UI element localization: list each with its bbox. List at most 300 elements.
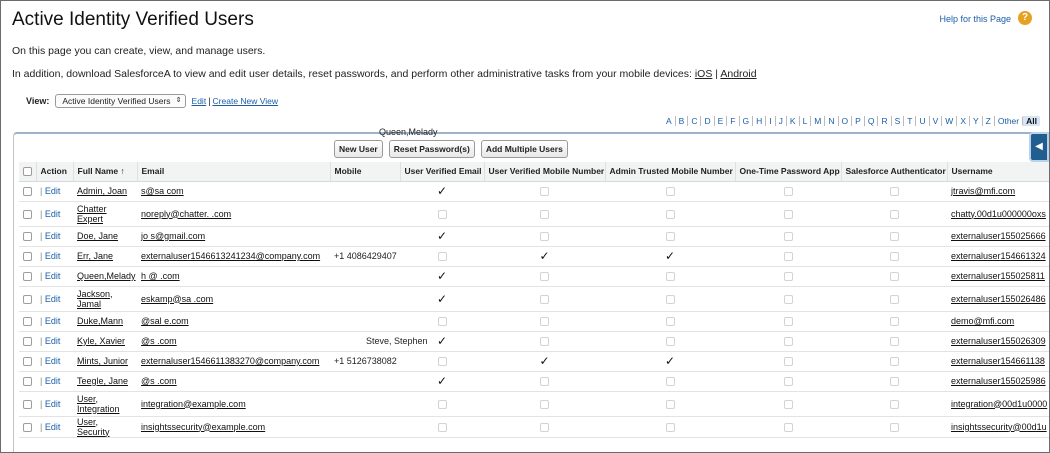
user-verified-email-cell <box>400 181 484 201</box>
full-name-link[interactable]: Queen,Melady <box>77 271 136 281</box>
unchecked-box-icon <box>540 232 549 241</box>
unchecked-box-icon <box>784 187 793 196</box>
salesforce-authenticator-cell <box>841 266 947 286</box>
alphabet-filter <box>663 116 1040 126</box>
checkmark-icon: ✓ <box>436 291 448 306</box>
action-separator: | <box>40 251 43 261</box>
alpha-filter-x[interactable]: X <box>956 116 969 126</box>
email-link[interactable]: jo s@gmail.com <box>141 231 206 241</box>
username-link[interactable]: externaluser155025811 <box>951 271 1045 281</box>
row-select-cell <box>19 226 36 246</box>
admin-trusted-mobile-cell <box>605 201 735 226</box>
row-checkbox[interactable] <box>23 187 32 196</box>
admin-trusted-mobile-cell <box>605 416 735 437</box>
salesforce-authenticator-cell <box>841 311 947 331</box>
edit-view-link[interactable]: Edit <box>191 96 207 106</box>
user-verified-mobile-cell <box>484 201 605 226</box>
username-link[interactable]: integration@00d1u0000 <box>951 398 1048 409</box>
mobile-download-text: In addition, download SalesforceA to view and edit user details, reset passwords, and perform other administrative tasks from your mobile devices: <box>12 68 692 80</box>
one-time-password-app-cell <box>735 311 841 331</box>
alpha-filter-b[interactable]: B <box>675 116 688 126</box>
email-cell <box>137 246 330 266</box>
list-toolbar <box>334 140 568 158</box>
salesforce-authenticator-cell <box>841 181 947 201</box>
column-header: Email <box>137 162 330 181</box>
unchecked-box-icon <box>784 210 793 219</box>
action-cell <box>36 371 73 391</box>
full-name-link[interactable]: User, Security <box>77 416 110 437</box>
admin-trusted-mobile-cell <box>605 371 735 391</box>
username-link[interactable]: chatty.00d1u000000oxs <box>951 208 1046 219</box>
column-header-sortable[interactable]: Full Name ↑ <box>73 162 137 181</box>
edit-link[interactable]: Edit <box>44 421 61 432</box>
column-header: Salesforce Authenticator <box>841 162 947 181</box>
email-link[interactable]: insightssecurity@example.com <box>141 421 266 432</box>
user-verified-email-cell <box>400 201 484 226</box>
alpha-filter-j[interactable]: J <box>775 116 786 126</box>
one-time-password-app-cell <box>735 391 841 416</box>
one-time-password-app-cell <box>735 266 841 286</box>
table-row <box>19 226 1049 246</box>
alpha-filter-i[interactable]: I <box>765 116 774 126</box>
user-verified-mobile-cell <box>484 371 605 391</box>
username-cell <box>947 311 1049 331</box>
user-verified-email-cell <box>400 226 484 246</box>
username-link[interactable]: insightssecurity@00d1u <box>951 421 1047 432</box>
row-select-cell <box>19 391 36 416</box>
mobile-cell <box>330 311 400 331</box>
mobile-cell <box>330 181 400 201</box>
salesforce-authenticator-cell <box>841 331 947 351</box>
user-verified-mobile-cell <box>484 286 605 311</box>
email-cell <box>137 416 330 437</box>
view-select-value: Active Identity Verified Users <box>62 96 171 106</box>
page-title: Active Identity Verified Users <box>12 9 254 30</box>
unchecked-box-icon <box>784 295 793 304</box>
row-select-cell <box>19 246 36 266</box>
admin-trusted-mobile-cell <box>605 246 735 266</box>
user-verified-email-cell <box>400 371 484 391</box>
checkmark-icon: ✓ <box>436 334 448 348</box>
unchecked-box-icon <box>540 423 549 432</box>
full-name-link[interactable]: Kyle, Xavier <box>77 336 126 346</box>
table-header-row <box>19 162 1049 181</box>
action-separator: | <box>40 336 43 346</box>
unchecked-box-icon <box>890 210 899 219</box>
unchecked-box-icon <box>666 377 675 386</box>
email-cell <box>137 286 330 311</box>
full-name-cell <box>73 226 137 246</box>
alpha-filter-l[interactable]: L <box>799 116 811 126</box>
edit-link[interactable]: Edit <box>44 376 61 386</box>
action-cell <box>36 331 73 351</box>
alpha-filter-other[interactable]: Other <box>994 116 1022 126</box>
alpha-filter-w[interactable]: W <box>941 116 956 126</box>
one-time-password-app-cell <box>735 351 841 371</box>
unchecked-box-icon <box>666 272 675 281</box>
salesforce-authenticator-cell <box>841 201 947 226</box>
full-name-link[interactable]: Mints, Junior <box>77 356 129 366</box>
mobile-cell <box>330 226 400 246</box>
unchecked-box-icon <box>540 210 549 219</box>
unchecked-box-icon <box>890 187 899 196</box>
edit-link[interactable]: Edit <box>44 398 61 409</box>
checkmark-icon: ✓ <box>436 229 448 243</box>
mobile-cell <box>330 391 400 416</box>
salesforce-authenticator-cell <box>841 351 947 371</box>
email-link[interactable]: integration@example.com <box>141 398 246 409</box>
user-verified-mobile-cell <box>484 246 605 266</box>
mobile-cell <box>330 266 400 286</box>
action-cell <box>36 311 73 331</box>
alpha-filter-z[interactable]: Z <box>982 116 994 126</box>
select-all-checkbox[interactable] <box>23 167 32 176</box>
email-link[interactable]: s@sa com <box>141 186 184 196</box>
username-cell <box>947 351 1049 371</box>
full-name-cell <box>73 266 137 286</box>
action-separator: | <box>40 271 43 281</box>
mobile-cell <box>330 416 400 437</box>
users-table <box>19 162 1049 438</box>
mobile-cell <box>330 286 400 311</box>
email-link[interactable]: h @ .com <box>141 271 180 281</box>
email-link[interactable]: @s .com <box>141 336 177 346</box>
alpha-filter-y[interactable]: Y <box>969 116 982 126</box>
admin-trusted-mobile-cell <box>605 391 735 416</box>
full-name-link[interactable]: Teegle, Jane <box>77 376 129 386</box>
full-name-cell <box>73 286 137 311</box>
one-time-password-app-cell <box>735 226 841 246</box>
select-arrows-icon: ⇕ <box>175 97 182 104</box>
select-all-header <box>19 162 36 181</box>
full-name-link[interactable]: Jackson, Jamal <box>77 288 113 309</box>
unchecked-box-icon <box>666 423 675 432</box>
checkmark-icon: ✓ <box>436 374 448 388</box>
edit-link[interactable]: Edit <box>44 186 61 196</box>
column-header: Username <box>947 162 1049 181</box>
alpha-filter-n[interactable]: N <box>824 116 837 126</box>
user-verified-mobile-cell <box>484 391 605 416</box>
view-link-separator: | <box>208 96 211 106</box>
unchecked-box-icon <box>438 400 447 409</box>
unchecked-box-icon <box>784 337 793 346</box>
row-checkbox[interactable] <box>23 377 32 386</box>
salesforce-authenticator-cell <box>841 246 947 266</box>
email-cell <box>137 181 330 201</box>
add-multiple-users-button[interactable]: Add Multiple Users <box>481 140 568 158</box>
username-cell <box>947 201 1049 226</box>
unchecked-box-icon <box>540 295 549 304</box>
question-icon[interactable]: ? <box>1018 11 1032 25</box>
action-cell <box>36 286 73 311</box>
username-cell <box>947 246 1049 266</box>
alpha-filter-f[interactable]: F <box>726 116 738 126</box>
user-verified-mobile-cell <box>484 266 605 286</box>
action-cell <box>36 246 73 266</box>
table-row <box>19 201 1049 226</box>
full-name-cell <box>73 416 137 437</box>
unchecked-box-icon <box>784 357 793 366</box>
email-link[interactable]: noreply@chatter. .com <box>141 208 232 219</box>
username-link[interactable]: externaluser155025666 <box>951 231 1046 241</box>
reset-password-button[interactable]: Reset Password(s) <box>389 140 475 158</box>
unchecked-box-icon <box>666 337 675 346</box>
unchecked-box-icon <box>540 337 549 346</box>
admin-trusted-mobile-cell <box>605 181 735 201</box>
user-verified-email-cell <box>400 286 484 311</box>
email-link[interactable]: @sal e.com <box>141 316 189 326</box>
username-cell <box>947 331 1049 351</box>
unchecked-box-icon <box>890 252 899 261</box>
row-select-cell <box>19 311 36 331</box>
admin-trusted-mobile-cell <box>605 311 735 331</box>
row-checkbox[interactable] <box>23 210 32 219</box>
alpha-filter-q[interactable]: Q <box>864 116 878 126</box>
overlay-note: Queen,Melady <box>379 127 438 137</box>
table-row <box>19 246 1049 266</box>
salesforce-authenticator-cell <box>841 416 947 437</box>
checkmark-icon: ✓ <box>436 269 448 283</box>
table-row <box>19 266 1049 286</box>
table-row <box>19 351 1049 371</box>
alpha-filter-h[interactable]: H <box>752 116 765 126</box>
full-name-cell <box>73 391 137 416</box>
unchecked-box-icon <box>666 317 675 326</box>
alpha-filter-s[interactable]: S <box>891 116 904 126</box>
table-row <box>19 371 1049 391</box>
edit-link[interactable]: Edit <box>44 336 61 346</box>
alpha-filter-d[interactable]: D <box>700 116 713 126</box>
username-link[interactable]: externaluser155026309 <box>951 336 1046 346</box>
one-time-password-app-cell <box>735 416 841 437</box>
unchecked-box-icon <box>784 272 793 281</box>
username-link[interactable]: externaluser154661324 <box>951 251 1046 261</box>
table-row <box>19 331 1049 351</box>
alpha-filter-u[interactable]: U <box>915 116 928 126</box>
alpha-filter-v[interactable]: V <box>929 116 942 126</box>
row-checkbox[interactable] <box>23 423 32 432</box>
checkmark-icon: ✓ <box>436 184 448 198</box>
alpha-filter-all[interactable]: All <box>1022 116 1040 126</box>
mobile-cell: +1 4086429407 <box>330 246 400 266</box>
view-select[interactable] <box>55 94 185 108</box>
alpha-filter-m[interactable]: M <box>810 116 824 126</box>
action-separator: | <box>40 293 43 304</box>
username-link[interactable]: externaluser154661138 <box>951 356 1045 366</box>
admin-trusted-mobile-cell <box>605 226 735 246</box>
ios-link[interactable]: iOS <box>694 68 713 80</box>
salesforce-authenticator-cell <box>841 226 947 246</box>
row-select-cell <box>19 266 36 286</box>
username-cell <box>947 266 1049 286</box>
chevron-left-icon[interactable]: ◀ <box>1029 132 1049 162</box>
one-time-password-app-cell <box>735 201 841 226</box>
email-link[interactable]: @s .com <box>141 376 177 386</box>
edit-link[interactable]: Edit <box>44 251 61 261</box>
username-cell <box>947 371 1049 391</box>
alpha-filter-a[interactable]: A <box>666 116 672 126</box>
email-cell <box>137 351 330 371</box>
action-cell <box>36 391 73 416</box>
alpha-filter-k[interactable]: K <box>786 116 799 126</box>
one-time-password-app-cell <box>735 181 841 201</box>
user-verified-email-cell <box>400 391 484 416</box>
alpha-filter-o[interactable]: O <box>838 116 852 126</box>
email-cell <box>137 331 330 351</box>
checkmark-icon: ✓ <box>664 249 676 263</box>
one-time-password-app-cell <box>735 331 841 351</box>
view-label: View: <box>26 96 50 106</box>
row-checkbox[interactable] <box>23 357 32 366</box>
alpha-filter-p[interactable]: P <box>851 116 864 126</box>
unchecked-box-icon <box>784 400 793 409</box>
alpha-filter-t[interactable]: T <box>903 116 915 126</box>
unchecked-box-icon <box>666 187 675 196</box>
edit-link[interactable]: Edit <box>44 231 61 241</box>
table-row <box>19 311 1049 331</box>
one-time-password-app-cell <box>735 286 841 311</box>
mobile-cell <box>330 371 400 391</box>
unchecked-box-icon <box>438 357 447 366</box>
column-header: User Verified Email <box>400 162 484 181</box>
unchecked-box-icon <box>784 317 793 326</box>
full-name-cell <box>73 181 137 201</box>
full-name-link[interactable]: User, Integration <box>77 393 120 414</box>
column-header: Admin Trusted Mobile Number <box>605 162 735 181</box>
username-link[interactable]: jtravis@mfi.com <box>951 186 1016 196</box>
email-cell <box>137 226 330 246</box>
alpha-filter-c[interactable]: C <box>687 116 700 126</box>
unchecked-box-icon <box>666 210 675 219</box>
row-checkbox[interactable] <box>23 232 32 241</box>
edit-link[interactable]: Edit <box>44 356 61 366</box>
username-cell <box>947 181 1049 201</box>
email-cell <box>137 266 330 286</box>
create-new-view-link[interactable]: Create New View <box>212 96 279 106</box>
column-header: One-Time Password App <box>735 162 841 181</box>
unchecked-box-icon <box>784 423 793 432</box>
email-link[interactable]: externaluser1546613241234@company.com <box>141 251 321 261</box>
table-row <box>19 391 1049 416</box>
unchecked-box-icon <box>784 232 793 241</box>
action-separator: | <box>40 398 43 409</box>
table-row <box>19 416 1049 437</box>
checkmark-icon: ✓ <box>664 354 676 368</box>
full-name-link[interactable]: Duke,Mann <box>77 316 124 326</box>
row-select-cell <box>19 416 36 437</box>
action-separator: | <box>40 316 43 326</box>
unchecked-box-icon <box>890 400 899 409</box>
checkmark-icon: ✓ <box>539 354 550 368</box>
edit-link[interactable]: Edit <box>44 271 61 281</box>
salesforce-authenticator-cell <box>841 391 947 416</box>
admin-trusted-mobile-cell <box>605 331 735 351</box>
user-verified-mobile-cell <box>484 331 605 351</box>
user-verified-email-cell <box>400 266 484 286</box>
full-name-cell <box>73 201 137 226</box>
unchecked-box-icon <box>666 295 675 304</box>
unchecked-box-icon <box>890 423 899 432</box>
full-name-cell <box>73 331 137 351</box>
column-header: User Verified Mobile Number <box>484 162 605 181</box>
username-link[interactable]: demo@mfi.com <box>951 316 1015 326</box>
new-user-button[interactable]: New User <box>334 140 383 158</box>
action-cell <box>36 201 73 226</box>
android-link[interactable]: Android <box>720 68 757 80</box>
unchecked-box-icon <box>784 252 793 261</box>
full-name-link[interactable]: Doe, Jane <box>77 231 119 241</box>
full-name-link[interactable]: Admin, Joan <box>77 186 128 196</box>
alpha-filter-g[interactable]: G <box>739 116 753 126</box>
username-cell <box>947 416 1049 437</box>
one-time-password-app-cell <box>735 246 841 266</box>
unchecked-box-icon <box>890 272 899 281</box>
unchecked-box-icon <box>666 400 675 409</box>
row-checkbox[interactable] <box>23 272 32 281</box>
email-link[interactable]: eskamp@sa .com <box>141 293 214 304</box>
unchecked-box-icon <box>890 377 899 386</box>
action-separator: | <box>40 231 43 241</box>
row-checkbox[interactable] <box>23 400 32 409</box>
view-selector-row <box>26 94 278 108</box>
row-checkbox[interactable] <box>23 317 32 326</box>
user-verified-email-cell <box>400 416 484 437</box>
row-checkbox[interactable] <box>23 252 32 261</box>
admin-trusted-mobile-cell <box>605 286 735 311</box>
row-checkbox[interactable] <box>23 337 32 346</box>
full-name-cell <box>73 311 137 331</box>
username-link[interactable]: externaluser155026486 <box>951 293 1046 304</box>
action-cell <box>36 416 73 437</box>
user-verified-mobile-cell <box>484 181 605 201</box>
action-separator: | <box>40 356 43 366</box>
email-link[interactable]: externaluser1546611383270@company.com <box>141 356 320 366</box>
email-cell <box>137 201 330 226</box>
row-checkbox[interactable] <box>23 295 32 304</box>
action-cell <box>36 181 73 201</box>
salesforce-authenticator-cell <box>841 286 947 311</box>
link-separator: | <box>715 68 719 80</box>
column-header: Mobile <box>330 162 400 181</box>
alpha-filter-e[interactable]: E <box>714 116 727 126</box>
overlay-note: Steve, Stephen <box>366 336 428 346</box>
user-verified-email-cell <box>400 246 484 266</box>
unchecked-box-icon <box>438 210 447 219</box>
unchecked-box-icon <box>784 377 793 386</box>
user-verified-email-cell <box>400 351 484 371</box>
full-name-cell <box>73 371 137 391</box>
alpha-filter-r[interactable]: R <box>877 116 890 126</box>
help-link[interactable]: Help for this Page <box>939 14 1011 24</box>
email-cell <box>137 391 330 416</box>
email-cell <box>137 311 330 331</box>
edit-link[interactable]: Edit <box>44 316 61 326</box>
edit-link[interactable]: Edit <box>44 208 61 219</box>
full-name-link[interactable]: Chatter Expert <box>77 203 107 224</box>
edit-link[interactable]: Edit <box>44 293 61 304</box>
unchecked-box-icon <box>438 423 447 432</box>
username-link[interactable]: externaluser155025986 <box>951 376 1046 386</box>
user-verified-email-cell <box>400 311 484 331</box>
unchecked-box-icon <box>890 357 899 366</box>
column-header: Action <box>36 162 73 181</box>
full-name-link[interactable]: Err, Jane <box>77 251 114 261</box>
unchecked-box-icon <box>540 317 549 326</box>
user-verified-mobile-cell <box>484 311 605 331</box>
one-time-password-app-cell <box>735 371 841 391</box>
unchecked-box-icon <box>540 272 549 281</box>
unchecked-box-icon <box>540 187 549 196</box>
